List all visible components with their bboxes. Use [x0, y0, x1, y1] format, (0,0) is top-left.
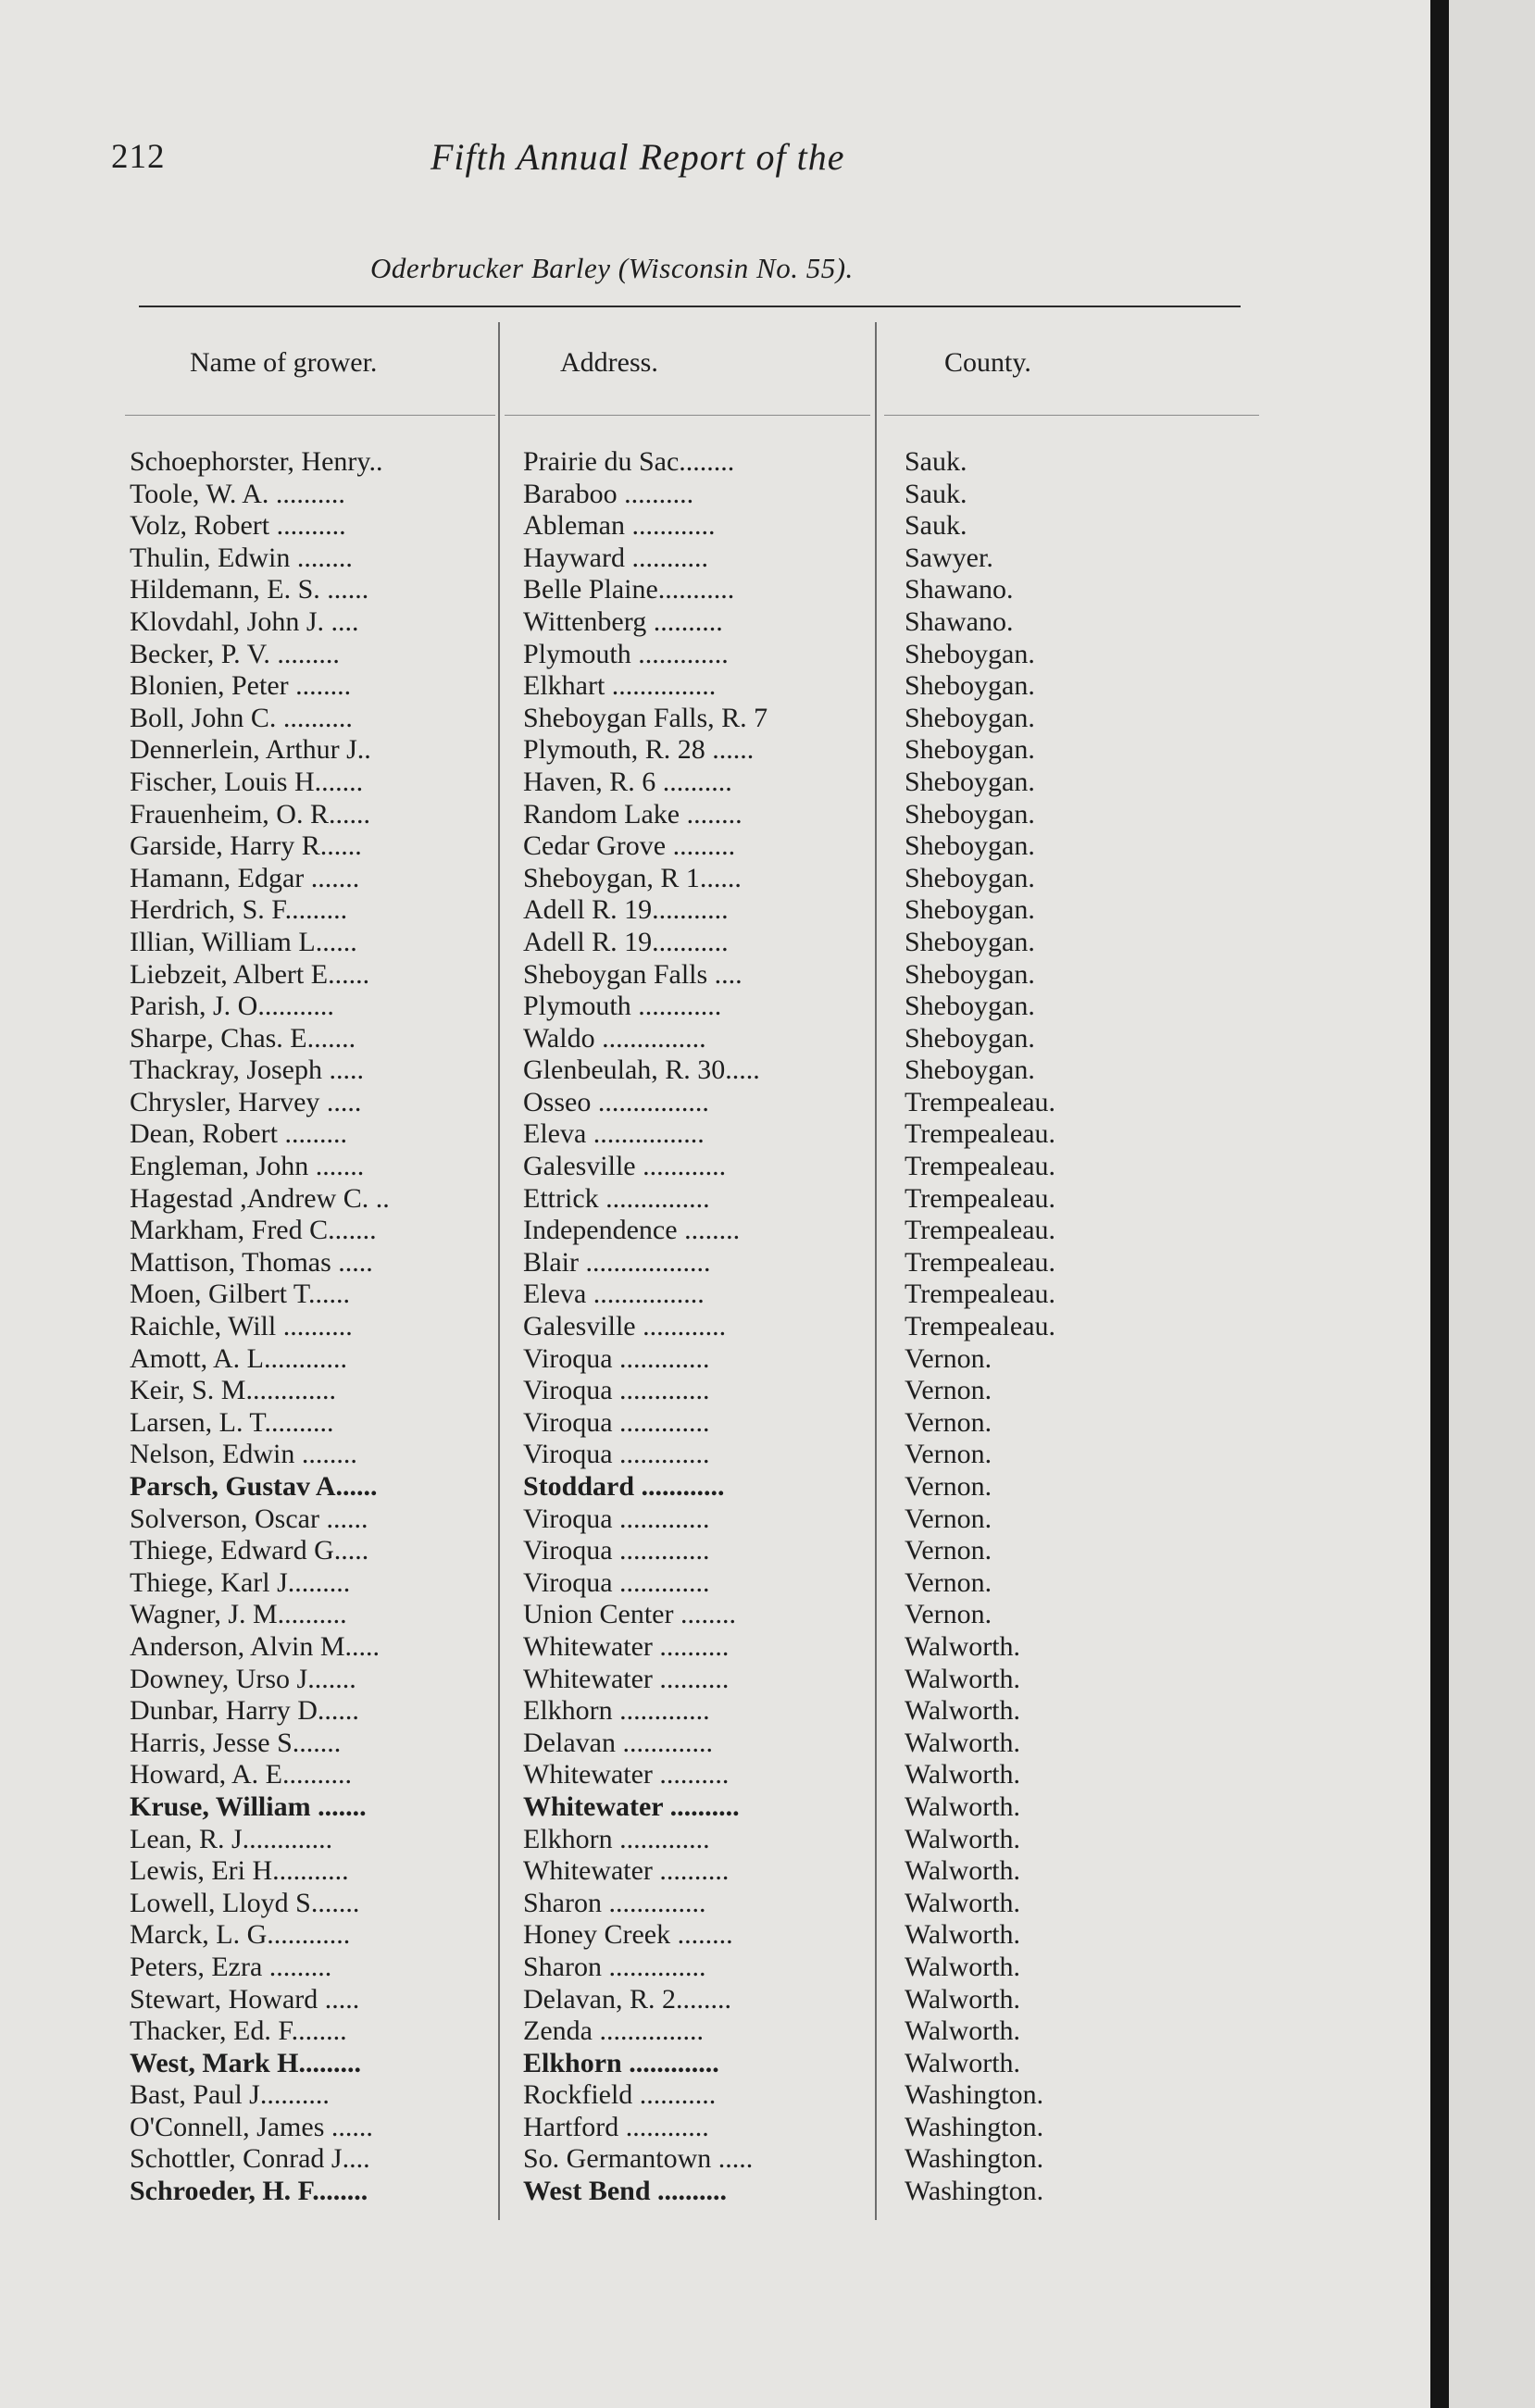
- grower-name: Bast, Paul J..........: [130, 2079, 330, 2111]
- grower-name: Howard, A. E..........: [130, 1759, 352, 1790]
- grower-name: Hagestad ,Andrew C. ..: [130, 1182, 390, 1214]
- grower-county: Sheboygan.: [905, 991, 1035, 1022]
- grower-county: Walworth.: [905, 1695, 1021, 1727]
- table-row: [0, 1343, 1430, 1376]
- table-row: [0, 1664, 1430, 1696]
- column-header-name: Name of grower.: [190, 347, 378, 378]
- grower-county: Walworth.: [905, 1919, 1021, 1951]
- grower-name: Schroeder, H. F........: [130, 2176, 368, 2207]
- grower-county: Sheboygan.: [905, 1054, 1035, 1086]
- grower-county: Shawano.: [905, 574, 1014, 605]
- table-row: [0, 703, 1430, 735]
- table-row: [0, 639, 1430, 671]
- grower-address: Plymouth, R. 28 ......: [523, 734, 755, 766]
- grower-county: Sheboygan.: [905, 766, 1035, 797]
- header-underline-address: [505, 415, 870, 416]
- grower-address: Viroqua .............: [523, 1535, 710, 1566]
- grower-address: West Bend ..........: [523, 2176, 728, 2207]
- table-row: [0, 1279, 1430, 1311]
- grower-name: Schottler, Conrad J....: [130, 2143, 370, 2175]
- table-row: [0, 767, 1430, 799]
- grower-county: Vernon.: [905, 1535, 992, 1566]
- grower-name: Lowell, Lloyd S.......: [130, 1887, 360, 1918]
- table-row: [0, 1824, 1430, 1856]
- grower-county: Vernon.: [905, 1503, 992, 1534]
- grower-name: Schoephorster, Henry..: [130, 446, 383, 477]
- grower-address: Stoddard ............: [523, 1471, 725, 1502]
- table-row: [0, 2079, 1430, 2112]
- grower-county: Walworth.: [905, 1727, 1021, 1758]
- grower-name: Lewis, Eri H...........: [130, 1855, 349, 1887]
- grower-name: Klovdahl, John J. ....: [130, 605, 359, 637]
- grower-name: Downey, Urso J.......: [130, 1663, 356, 1694]
- header-underline-name: [125, 415, 495, 416]
- grower-name: Boll, John C. ..........: [130, 702, 353, 733]
- grower-address: Wittenberg ..........: [523, 605, 723, 637]
- grower-name: Dean, Robert .........: [130, 1118, 347, 1150]
- grower-county: Walworth.: [905, 2015, 1021, 2047]
- grower-table-body: [0, 446, 1430, 2208]
- grower-name: Lean, R. J.............: [130, 1823, 333, 1854]
- grower-county: Walworth.: [905, 1983, 1021, 2015]
- grower-county: Trempealeau.: [905, 1246, 1056, 1278]
- table-row: [0, 1054, 1430, 1087]
- grower-name: Thackray, Joseph .....: [130, 1054, 364, 1086]
- grower-county: Walworth.: [905, 1630, 1021, 1662]
- grower-address: Sheboygan, R 1......: [523, 862, 742, 893]
- grower-county: Walworth.: [905, 1855, 1021, 1887]
- grower-name: Toole, W. A. ..........: [130, 478, 345, 509]
- table-row: [0, 1375, 1430, 1407]
- grower-county: Sauk.: [905, 478, 967, 509]
- grower-address: Sharon ..............: [523, 1951, 706, 1982]
- grower-address: Sheboygan Falls ....: [523, 958, 743, 990]
- grower-name: Kruse, William .......: [130, 1790, 367, 1822]
- grower-name: Parsch, Gustav A......: [130, 1471, 378, 1502]
- grower-name: Thiege, Karl J.........: [130, 1566, 351, 1598]
- grower-county: Walworth.: [905, 1759, 1021, 1790]
- table-row: [0, 1311, 1430, 1343]
- table-row: [0, 959, 1430, 992]
- grower-county: Sheboygan.: [905, 638, 1035, 669]
- grower-address: Elkhorn .............: [523, 1823, 710, 1854]
- grower-county: Trempealeau.: [905, 1215, 1056, 1246]
- grower-county: Sheboygan.: [905, 926, 1035, 957]
- grower-county: Sawyer.: [905, 542, 993, 573]
- grower-name: O'Connell, James ......: [130, 2111, 373, 2142]
- grower-county: Shawano.: [905, 605, 1014, 637]
- grower-name: Dennerlein, Arthur J..: [130, 734, 371, 766]
- grower-name: Chrysler, Harvey .....: [130, 1086, 362, 1117]
- grower-address: Ettrick ...............: [523, 1182, 710, 1214]
- grower-county: Walworth.: [905, 1887, 1021, 1918]
- table-row: [0, 1791, 1430, 1824]
- table-row: [0, 1023, 1430, 1055]
- grower-county: Trempealeau.: [905, 1311, 1056, 1342]
- grower-address: Eleva ................: [523, 1118, 705, 1150]
- grower-address: Rockfield ...........: [523, 2079, 717, 2111]
- grower-county: Walworth.: [905, 2047, 1021, 2078]
- table-row: [0, 1888, 1430, 1920]
- table-row: [0, 734, 1430, 767]
- table-row: [0, 670, 1430, 703]
- grower-address: Viroqua .............: [523, 1406, 710, 1438]
- adjacent-page-edge: [1449, 0, 1535, 2408]
- grower-address: Galesville ............: [523, 1311, 727, 1342]
- grower-address: Osseo ................: [523, 1086, 709, 1117]
- grower-address: Baraboo ..........: [523, 478, 694, 509]
- grower-county: Sheboygan.: [905, 894, 1035, 926]
- table-row: [0, 1855, 1430, 1888]
- grower-address: Plymouth ............: [523, 991, 722, 1022]
- table-row: [0, 927, 1430, 959]
- table-row: [0, 1407, 1430, 1440]
- grower-county: Vernon.: [905, 1566, 992, 1598]
- grower-name: Anderson, Alvin M.....: [130, 1630, 380, 1662]
- table-row: [0, 574, 1430, 606]
- grower-name: Dunbar, Harry D......: [130, 1695, 359, 1727]
- grower-name: Mattison, Thomas .....: [130, 1246, 373, 1278]
- grower-county: Sheboygan.: [905, 830, 1035, 862]
- grower-address: Galesville ............: [523, 1151, 727, 1182]
- grower-county: Walworth.: [905, 1663, 1021, 1694]
- grower-name: Parish, J. O...........: [130, 991, 334, 1022]
- grower-name: Volz, Robert ..........: [130, 510, 346, 542]
- running-head: Fifth Annual Report of the: [431, 136, 845, 178]
- grower-name: Nelson, Edwin ........: [130, 1439, 357, 1470]
- grower-name: Keir, S. M.............: [130, 1375, 336, 1406]
- grower-county: Vernon.: [905, 1375, 992, 1406]
- grower-name: Marck, L. G............: [130, 1919, 351, 1951]
- grower-address: Waldo ...............: [523, 1022, 706, 1054]
- table-row: [0, 479, 1430, 511]
- grower-county: Sheboygan.: [905, 670, 1035, 702]
- table-row: [0, 799, 1430, 831]
- grower-county: Trempealeau.: [905, 1151, 1056, 1182]
- grower-address: Adell R. 19...........: [523, 894, 729, 926]
- grower-name: Harris, Jesse S.......: [130, 1727, 342, 1758]
- grower-county: Trempealeau.: [905, 1279, 1056, 1310]
- table-row: [0, 1919, 1430, 1952]
- grower-county: Sheboygan.: [905, 862, 1035, 893]
- grower-address: Whitewater ..........: [523, 1759, 730, 1790]
- table-row: [0, 1087, 1430, 1119]
- table-row: [0, 2112, 1430, 2144]
- table-row: [0, 1215, 1430, 1247]
- grower-county: Vernon.: [905, 1406, 992, 1438]
- grower-county: Walworth.: [905, 1790, 1021, 1822]
- grower-name: Raichle, Will ..........: [130, 1311, 353, 1342]
- grower-address: Whitewater ..........: [523, 1855, 730, 1887]
- grower-address: Plymouth .............: [523, 638, 729, 669]
- page-number: 212: [111, 138, 166, 176]
- grower-name: Thacker, Ed. F........: [130, 2015, 347, 2047]
- grower-address: Delavan, R. 2........: [523, 1983, 731, 2015]
- table-row: [0, 2048, 1430, 2080]
- table-row: [0, 1535, 1430, 1567]
- grower-county: Sauk.: [905, 446, 967, 477]
- table-row: [0, 1952, 1430, 1984]
- column-header-address: Address.: [560, 347, 658, 378]
- grower-address: Elkhorn .............: [523, 2047, 719, 2078]
- grower-address: Haven, R. 6 ..........: [523, 766, 732, 797]
- grower-address: Prairie du Sac........: [523, 446, 735, 477]
- grower-county: Trempealeau.: [905, 1118, 1056, 1150]
- table-row: [0, 2143, 1430, 2176]
- grower-name: Engleman, John .......: [130, 1151, 365, 1182]
- grower-county: Vernon.: [905, 1439, 992, 1470]
- grower-address: Honey Creek ........: [523, 1919, 733, 1951]
- grower-address: Zenda ...............: [523, 2015, 704, 2047]
- grower-address: Eleva ................: [523, 1279, 705, 1310]
- table-top-rule: [139, 306, 1241, 307]
- grower-county: Sauk.: [905, 510, 967, 542]
- grower-county: Sheboygan.: [905, 798, 1035, 830]
- table-row: [0, 1439, 1430, 1471]
- grower-address: Elkhart ...............: [523, 670, 717, 702]
- grower-address: Adell R. 19...........: [523, 926, 729, 957]
- table-row: [0, 1503, 1430, 1536]
- grower-county: Sheboygan.: [905, 734, 1035, 766]
- table-row: [0, 1695, 1430, 1728]
- table-row: [0, 1599, 1430, 1631]
- grower-address: Blair ..................: [523, 1246, 711, 1278]
- grower-address: Random Lake ........: [523, 798, 743, 830]
- header-underline-county: [884, 415, 1259, 416]
- table-row: [0, 1151, 1430, 1183]
- grower-county: Washington.: [905, 2079, 1044, 2111]
- grower-county: Washington.: [905, 2143, 1044, 2175]
- column-header-county: County.: [944, 347, 1031, 378]
- grower-name: West, Mark H.........: [130, 2047, 361, 2078]
- grower-county: Vernon.: [905, 1342, 992, 1374]
- grower-county: Trempealeau.: [905, 1086, 1056, 1117]
- grower-name: Becker, P. V. .........: [130, 638, 340, 669]
- table-row: [0, 1567, 1430, 1600]
- grower-address: Whitewater ..........: [523, 1790, 740, 1822]
- grower-address: Sharon ..............: [523, 1887, 706, 1918]
- table-row: [0, 606, 1430, 639]
- grower-address: Cedar Grove .........: [523, 830, 736, 862]
- grower-name: Frauenheim, O. R......: [130, 798, 370, 830]
- table-row: [0, 1759, 1430, 1791]
- grower-name: Illian, William L......: [130, 926, 357, 957]
- grower-address: Belle Plaine...........: [523, 574, 735, 605]
- table-row: [0, 1183, 1430, 1216]
- grower-name: Sharpe, Chas. E.......: [130, 1022, 356, 1054]
- grower-address: Viroqua .............: [523, 1439, 710, 1470]
- grower-county: Trempealeau.: [905, 1182, 1056, 1214]
- grower-county: Sheboygan.: [905, 958, 1035, 990]
- grower-address: Viroqua .............: [523, 1375, 710, 1406]
- table-row: [0, 1984, 1430, 2016]
- grower-name: Thulin, Edwin ........: [130, 542, 353, 573]
- grower-address: Sheboygan Falls, R. 7: [523, 702, 768, 733]
- grower-address: Hartford ............: [523, 2111, 709, 2142]
- table-row: [0, 1631, 1430, 1664]
- grower-address: Viroqua .............: [523, 1342, 710, 1374]
- table-row: [0, 991, 1430, 1023]
- grower-county: Sheboygan.: [905, 1022, 1035, 1054]
- grower-address: Union Center ........: [523, 1599, 736, 1630]
- grower-name: Liebzeit, Albert E......: [130, 958, 370, 990]
- grower-address: Viroqua .............: [523, 1503, 710, 1534]
- table-row: [0, 2176, 1430, 2208]
- grower-address: Whitewater ..........: [523, 1630, 730, 1662]
- grower-address: Whitewater ..........: [523, 1663, 730, 1694]
- grower-name: Herdrich, S. F.........: [130, 894, 348, 926]
- grower-name: Solverson, Oscar ......: [130, 1503, 368, 1534]
- table-row: [0, 2015, 1430, 2048]
- grower-name: Amott, A. L............: [130, 1342, 348, 1374]
- table-row: [0, 510, 1430, 543]
- grower-address: So. Germantown .....: [523, 2143, 754, 2175]
- grower-name: Fischer, Louis H.......: [130, 766, 364, 797]
- grower-county: Sheboygan.: [905, 702, 1035, 733]
- grower-address: Viroqua .............: [523, 1566, 710, 1598]
- grower-name: Hildemann, E. S. ......: [130, 574, 369, 605]
- table-row: [0, 1247, 1430, 1279]
- grower-name: Wagner, J. M..........: [130, 1599, 347, 1630]
- grower-address: Ableman ............: [523, 510, 716, 542]
- table-row: [0, 1118, 1430, 1151]
- grower-name: Moen, Gilbert T......: [130, 1279, 351, 1310]
- grower-county: Walworth.: [905, 1823, 1021, 1854]
- grower-name: Garside, Harry R......: [130, 830, 362, 862]
- table-row: [0, 446, 1430, 479]
- grower-county: Washington.: [905, 2111, 1044, 2142]
- table-row: [0, 894, 1430, 927]
- table-row: [0, 543, 1430, 575]
- grower-name: Markham, Fred C.......: [130, 1215, 377, 1246]
- page-binding-edge: [1430, 0, 1449, 2408]
- grower-county: Vernon.: [905, 1599, 992, 1630]
- grower-name: Larsen, L. T..........: [130, 1406, 334, 1438]
- grower-address: Hayward ...........: [523, 542, 708, 573]
- grower-address: Independence ........: [523, 1215, 741, 1246]
- grower-name: Hamann, Edgar .......: [130, 862, 360, 893]
- table-row: [0, 1471, 1430, 1503]
- table-row: [0, 863, 1430, 895]
- grower-address: Glenbeulah, R. 30.....: [523, 1054, 760, 1086]
- grower-name: Thiege, Edward G.....: [130, 1535, 369, 1566]
- grower-county: Walworth.: [905, 1951, 1021, 1982]
- table-title: Oderbrucker Barley (Wisconsin No. 55).: [370, 252, 854, 284]
- table-row: [0, 830, 1430, 863]
- table-row: [0, 1728, 1430, 1760]
- grower-county: Vernon.: [905, 1471, 992, 1502]
- grower-county: Washington.: [905, 2176, 1044, 2207]
- grower-name: Peters, Ezra .........: [130, 1951, 332, 1982]
- grower-name: Stewart, Howard .....: [130, 1983, 360, 2015]
- grower-address: Delavan .............: [523, 1727, 713, 1758]
- grower-address: Elkhorn .............: [523, 1695, 710, 1727]
- grower-name: Blonien, Peter ........: [130, 670, 352, 702]
